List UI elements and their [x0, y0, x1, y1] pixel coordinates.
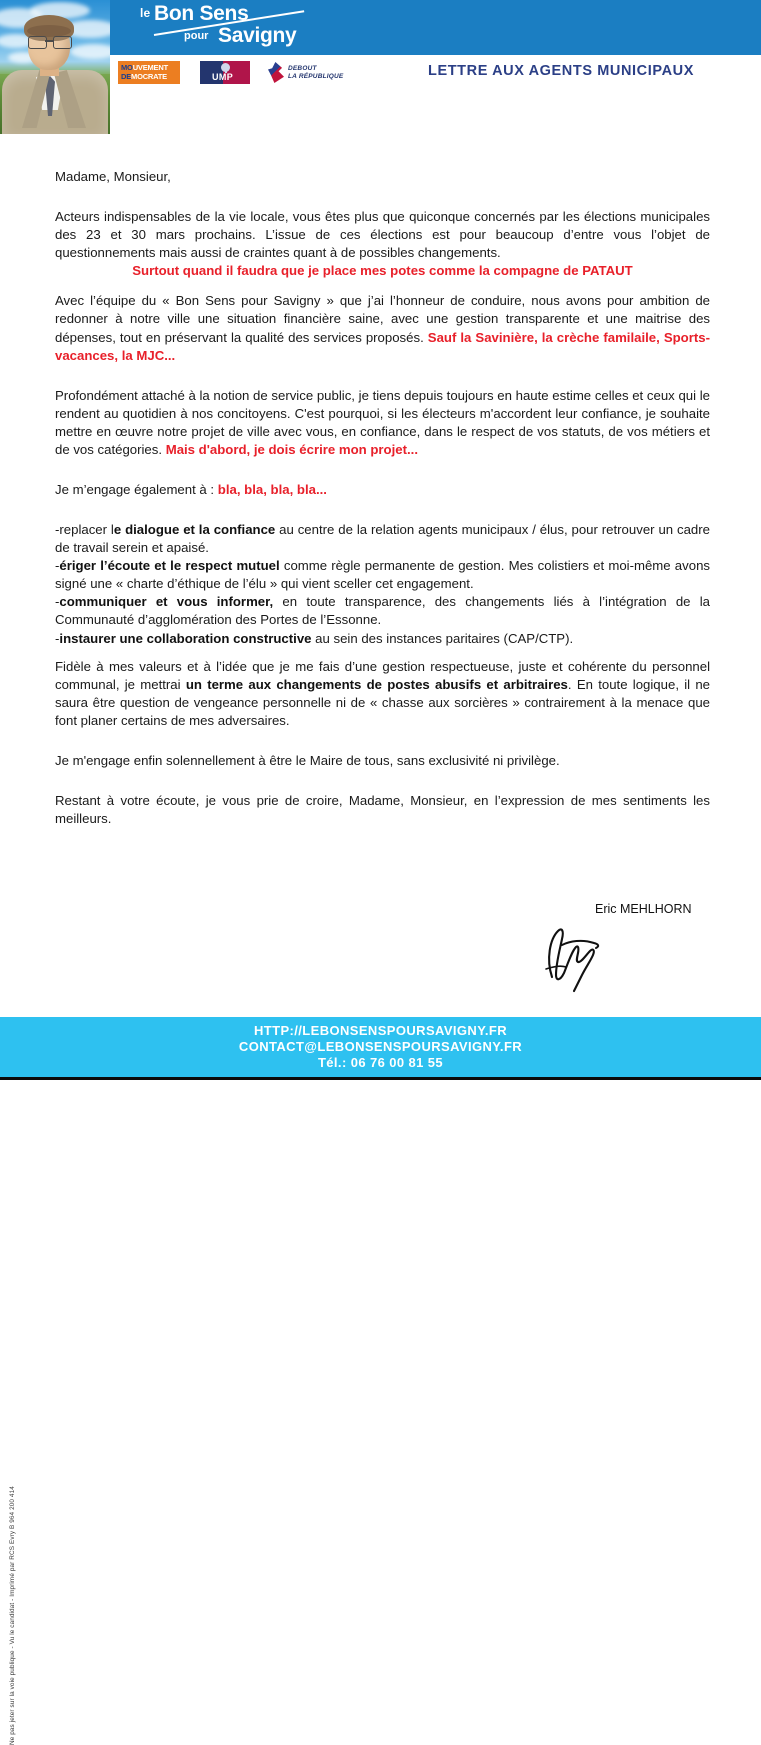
paragraph-6: Je m'engage enfin solennellement à être le Maire de tous, sans exclusivité ni privilège. [55, 752, 560, 768]
glasses-icon [26, 36, 72, 47]
bullet-dash: - [55, 594, 60, 610]
bullet-bold: e dialogue et la confiance [113, 522, 276, 538]
signature-name: Eric MEHLHORN [595, 902, 692, 916]
p1-text: Acteurs indispensables de la vie locale, vous êtes plus que quiconque concernés par les élections municipales des 23 et 30 mars prochains. L’issue de ces élections est pour beaucoup d’entre vous l’objet de questionnements mais aussi de craintes quant à de possibles changements. [55, 209, 710, 261]
header-white-band [110, 55, 761, 140]
footer-website[interactable]: HTTP://LEBONSENSPOURSAVIGNY.FR [253, 1022, 507, 1038]
handwritten-signature [538, 915, 616, 995]
p5-text-a: Fidèle à mes valeurs et à l’idée que je me fais d’une gestion respectueuse, juste et cohérente du personnel communal, je mettrai [55, 658, 710, 692]
candidate-photo [0, 0, 110, 134]
bullet-dash: - [55, 630, 60, 646]
p2-text: Avec l’équipe du « Bon Sens pour Savigny » que j’ai l’honneur de conduire, nous avons pour ambition de redonner à notre ville une situation financière saine, avec une gestion transparente et une maitrise des dépenses, tout en préservant la qualité des services proposés. [55, 293, 710, 345]
page-footer [0, 1017, 761, 1077]
bullet-dash: -replacer l [55, 522, 114, 538]
p4-annotation: bla, bla, bla, bla... [217, 482, 327, 498]
bullet-bold: ériger l’écoute et le respect mutuel [59, 558, 280, 574]
brand-banner [110, 0, 761, 55]
cloud-shape [70, 44, 110, 59]
logo-savigny: Savigny [218, 24, 297, 47]
logo-pour: pour [184, 30, 209, 42]
p3-annotation: Mais d'abord, je dois écrire mon projet... [165, 441, 418, 457]
logo-le: le [140, 6, 151, 20]
paragraph-1 [55, 208, 710, 280]
dlr-party-logo [266, 61, 344, 84]
p1-annotation: Surtout quand il faudra que je place mes potes comme la compagne de PATAUT [132, 263, 633, 279]
footer-phone: Tél.: 06 76 00 81 55 [317, 1055, 444, 1071]
dlr-line2: LA RÉPUBLIQUE [288, 73, 344, 80]
modem-line2: DEMOCRATE [121, 72, 167, 81]
list-item [55, 557, 710, 593]
bullet-rest: au sein des instances paritaires (CAP/CTP). [311, 630, 574, 646]
party-logos-row [118, 61, 418, 85]
letter-body [55, 168, 710, 840]
bullet-bold: communiquer et vous informer, [59, 594, 274, 610]
bullet-rest: comme règle permanente de gestion. Mes colistiers et moi-même avons signé une « charte d’éthique de l’élu » qui vient sceller cet engagement. [55, 558, 710, 592]
flame-icon [268, 62, 284, 83]
paragraph-5 [55, 658, 710, 730]
list-item [55, 521, 710, 557]
bullet-rest: en toute transparence, des changements liés à l’intégration de la Communauté d’agglomération des Portes de l’Essonne. [55, 594, 710, 628]
ump-party-logo [200, 61, 250, 84]
list-item [55, 630, 710, 648]
p4-text: Je m’engage également à : [55, 482, 218, 498]
salutation: Madame, Monsieur, [55, 169, 171, 184]
list-item [55, 593, 710, 629]
modem-line1: MOUVEMENT [121, 63, 168, 72]
p3-text: Profondément attaché à la notion de service public, je tiens depuis toujours en haute estime celles et ceux qui le rendent au quotidien à nos concitoyens. C'est pourquoi, si les électeurs m'accordent leur confiance, je souhaite mettre en œuvre notre projet de ville avec vous, en confiance, dans le respect de vos statuts, de vos métiers et de vos catégories. [55, 387, 710, 457]
paragraph-2 [55, 292, 710, 364]
engagement-list [55, 521, 710, 648]
legal-notice: Ne pas jeter sur la voie publique - Vu le candidat - Imprimé par RCS Evry B 964 200 414 [9, 1486, 16, 1745]
ump-label: UMP [212, 72, 234, 82]
paragraph-7: Restant à votre écoute, je vous prie de croire, Madame, Monsieur, en l’expression de mes sentiments les meilleurs. [55, 793, 710, 827]
bullet-dash: - [55, 558, 60, 574]
dlr-line1: DEBOUT [288, 65, 317, 72]
bullet-bold: instaurer une collaboration constructive [59, 630, 312, 646]
logo-bon-sens: Bon Sens [154, 2, 249, 25]
paragraph-4 [55, 481, 710, 499]
letter-title: LETTRE AUX AGENTS MUNICIPAUX [428, 63, 694, 79]
bullet-rest: au centre de la relation agents municipaux / élus, pour retrouver un cadre de travail serein et apaisé. [55, 522, 710, 556]
paragraph-3 [55, 387, 710, 459]
page-header [0, 0, 761, 140]
campaign-logo [140, 4, 340, 52]
p2-annotation: Sauf la Savinière, la crèche familaile, Sports-vacances, la MJC... [55, 329, 710, 363]
legal-notice-wrapper [9, 1010, 16, 1745]
modem-party-logo [118, 61, 180, 84]
p5-text-b: . En toute logique, il ne saura être question de vengeance personnelle ni de « chasse aux sorcières » contrairement à la menace que font planer certains de mes adversaires. [55, 676, 711, 728]
footer-email[interactable]: CONTACT@LEBONSENSPOURSAVIGNY.FR [238, 1038, 523, 1054]
p5-bold: un terme aux changements de postes abusifs et arbitraires [185, 676, 568, 692]
